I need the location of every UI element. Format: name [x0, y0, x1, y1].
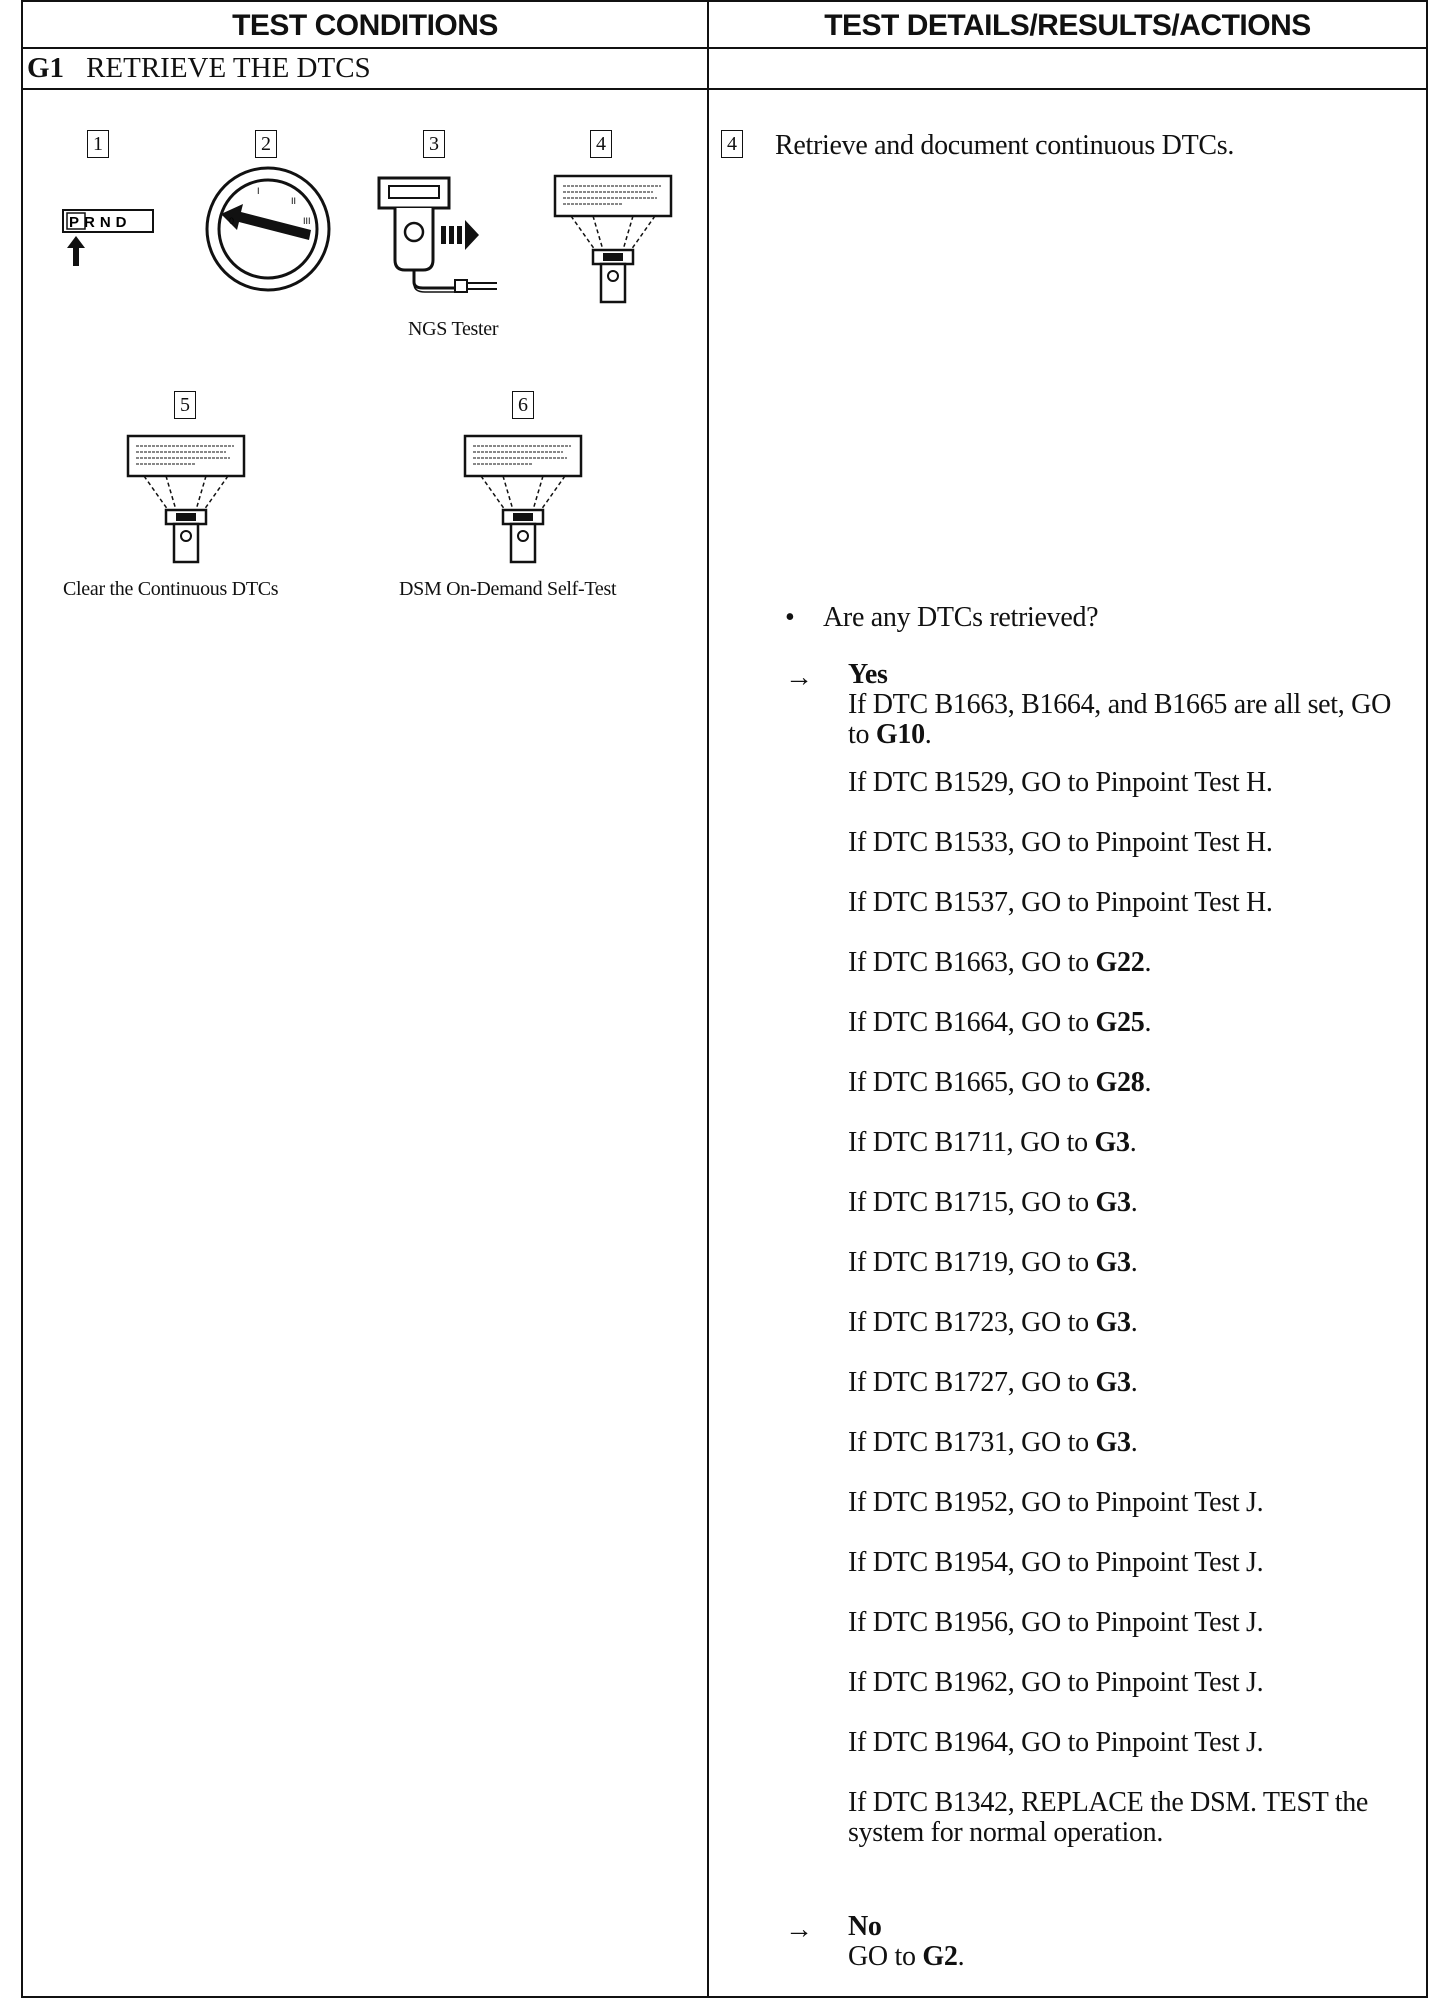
yes-action-item	[848, 1608, 1263, 1638]
svg-text:III: III	[303, 216, 311, 226]
yes-action-text: If DTC B1663, GO to	[848, 947, 1096, 978]
yes-action-text: If DTC B1727, GO to	[848, 1367, 1096, 1398]
yes-action-item	[848, 1668, 1263, 1698]
yes-action-target: G3	[1095, 1307, 1131, 1338]
svg-text:0: 0	[229, 216, 235, 226]
condition-number-5: 5	[174, 391, 196, 419]
yes-action-target: G3	[1095, 1367, 1131, 1398]
scan-tool-screen-icon	[553, 174, 675, 311]
yes-action-item	[848, 828, 1273, 858]
yes-action-text: If DTC B1723, GO to	[848, 1307, 1096, 1338]
condition-caption-3: NGS Tester	[408, 318, 499, 340]
yes-action-item	[848, 1008, 1151, 1038]
detail-question: Are any DTCs retrieved?	[823, 602, 1099, 633]
yes-action-target: G3	[1095, 1427, 1131, 1458]
arrow-right-icon: →	[785, 662, 813, 693]
yes-action-suffix: .	[924, 719, 932, 750]
yes-action-text: If DTC B1711, GO to	[848, 1127, 1095, 1158]
yes-action-suffix: .	[1129, 1127, 1137, 1158]
yes-action-text: If DTC B1665, GO to	[848, 1067, 1096, 1098]
yes-action-target: G28	[1095, 1067, 1145, 1098]
condition-number-1: 1	[87, 130, 109, 158]
yes-action-item	[848, 1428, 1137, 1458]
header-test-conditions: TEST CONDITIONS	[232, 8, 498, 42]
scan-tool-screen-icon	[126, 434, 248, 571]
yes-action-target: G22	[1095, 947, 1145, 978]
condition-number-2: 2	[255, 130, 277, 158]
arrow-right-icon: →	[785, 1914, 813, 1945]
yes-action-suffix: .	[1130, 1367, 1138, 1398]
yes-action-text: If DTC B1537, GO to Pinpoint Test H.	[848, 887, 1273, 918]
no-action-suffix: .	[957, 1941, 965, 1972]
yes-action-target: G25	[1095, 1007, 1145, 1038]
yes-action-item	[848, 888, 1273, 918]
yes-action-item	[848, 1788, 1408, 1848]
condition-caption-5: Clear the Continuous DTCs	[63, 578, 279, 600]
step-divider	[23, 88, 1426, 90]
prnd-shifter-park-icon	[61, 208, 157, 275]
yes-action-text: If DTC B1956, GO to Pinpoint Test J.	[848, 1607, 1264, 1638]
yes-action-text: If DTC B1954, GO to Pinpoint Test J.	[848, 1547, 1264, 1578]
column-divider	[707, 2, 709, 1996]
ignition-key-icon	[203, 164, 333, 299]
yes-action-text: If DTC B1664, GO to	[848, 1007, 1096, 1038]
step-id: G1	[27, 52, 65, 84]
yes-action-text: If DTC B1342, REPLACE the DSM. TEST the system for normal operation.	[848, 1787, 1369, 1848]
detail-instruction: Retrieve and document continuous DTCs.	[775, 130, 1235, 161]
yes-action-item	[848, 1068, 1151, 1098]
yes-action-suffix: .	[1130, 1307, 1138, 1338]
yes-action-target: G10	[875, 719, 925, 750]
detail-step-number: 4	[721, 130, 743, 158]
yes-action-suffix: .	[1144, 1067, 1152, 1098]
condition-number-4: 4	[590, 130, 612, 158]
yes-action-suffix: .	[1144, 947, 1152, 978]
yes-action-text: If DTC B1663, B1664, and B1665 are all set, GO to	[848, 689, 1392, 750]
yes-action-item	[848, 768, 1273, 798]
bullet-icon: •	[785, 602, 795, 633]
yes-action-item	[848, 1248, 1137, 1278]
yes-action-text: If DTC B1529, GO to Pinpoint Test H.	[848, 767, 1273, 798]
yes-action-item	[848, 948, 1151, 978]
yes-action-text: If DTC B1533, GO to Pinpoint Test H.	[848, 827, 1273, 858]
svg-text:II: II	[291, 196, 297, 206]
header-divider	[23, 47, 1426, 49]
yes-action-target: G3	[1095, 1187, 1131, 1218]
yes-action-text: If DTC B1952, GO to Pinpoint Test J.	[848, 1487, 1264, 1518]
svg-text:PRND: PRND	[69, 214, 132, 231]
yes-action-item	[848, 1728, 1263, 1758]
scan-tool-screen-icon	[463, 434, 585, 571]
yes-action-item	[848, 690, 1408, 750]
yes-action-item	[848, 1368, 1137, 1398]
yes-action-target: G3	[1094, 1127, 1130, 1158]
yes-action-item	[848, 1308, 1137, 1338]
header-test-details: TEST DETAILS/RESULTS/ACTIONS	[824, 8, 1311, 42]
yes-action-text: If DTC B1731, GO to	[848, 1427, 1096, 1458]
yes-action-suffix: .	[1130, 1427, 1138, 1458]
condition-number-6: 6	[512, 391, 534, 419]
yes-action-text: If DTC B1719, GO to	[848, 1247, 1096, 1278]
yes-action-suffix: .	[1130, 1187, 1138, 1218]
condition-caption-6: DSM On-Demand Self-Test	[399, 578, 617, 600]
yes-action-suffix: .	[1144, 1007, 1152, 1038]
yes-action-item	[848, 1548, 1263, 1578]
yes-action-suffix: .	[1130, 1247, 1138, 1278]
yes-action-item	[848, 1128, 1136, 1158]
yes-action-target: G3	[1095, 1247, 1131, 1278]
yes-action-text: If DTC B1962, GO to Pinpoint Test J.	[848, 1667, 1264, 1698]
yes-action-item	[848, 1188, 1137, 1218]
no-action	[848, 1942, 964, 1972]
no-action-target: G2	[922, 1941, 958, 1972]
ngs-tester-icon	[375, 176, 515, 299]
step-heading	[27, 52, 371, 85]
no-label: No	[848, 1911, 882, 1942]
test-procedure-table	[21, 0, 1428, 1998]
condition-number-3: 3	[423, 130, 445, 158]
yes-action-item	[848, 1488, 1263, 1518]
no-action-text: GO to	[848, 1941, 923, 1972]
svg-text:I: I	[257, 186, 260, 196]
yes-label: Yes	[848, 659, 888, 690]
yes-action-text: If DTC B1715, GO to	[848, 1187, 1096, 1218]
step-title: RETRIEVE THE DTCS	[86, 52, 371, 84]
yes-action-text: If DTC B1964, GO to Pinpoint Test J.	[848, 1727, 1264, 1758]
